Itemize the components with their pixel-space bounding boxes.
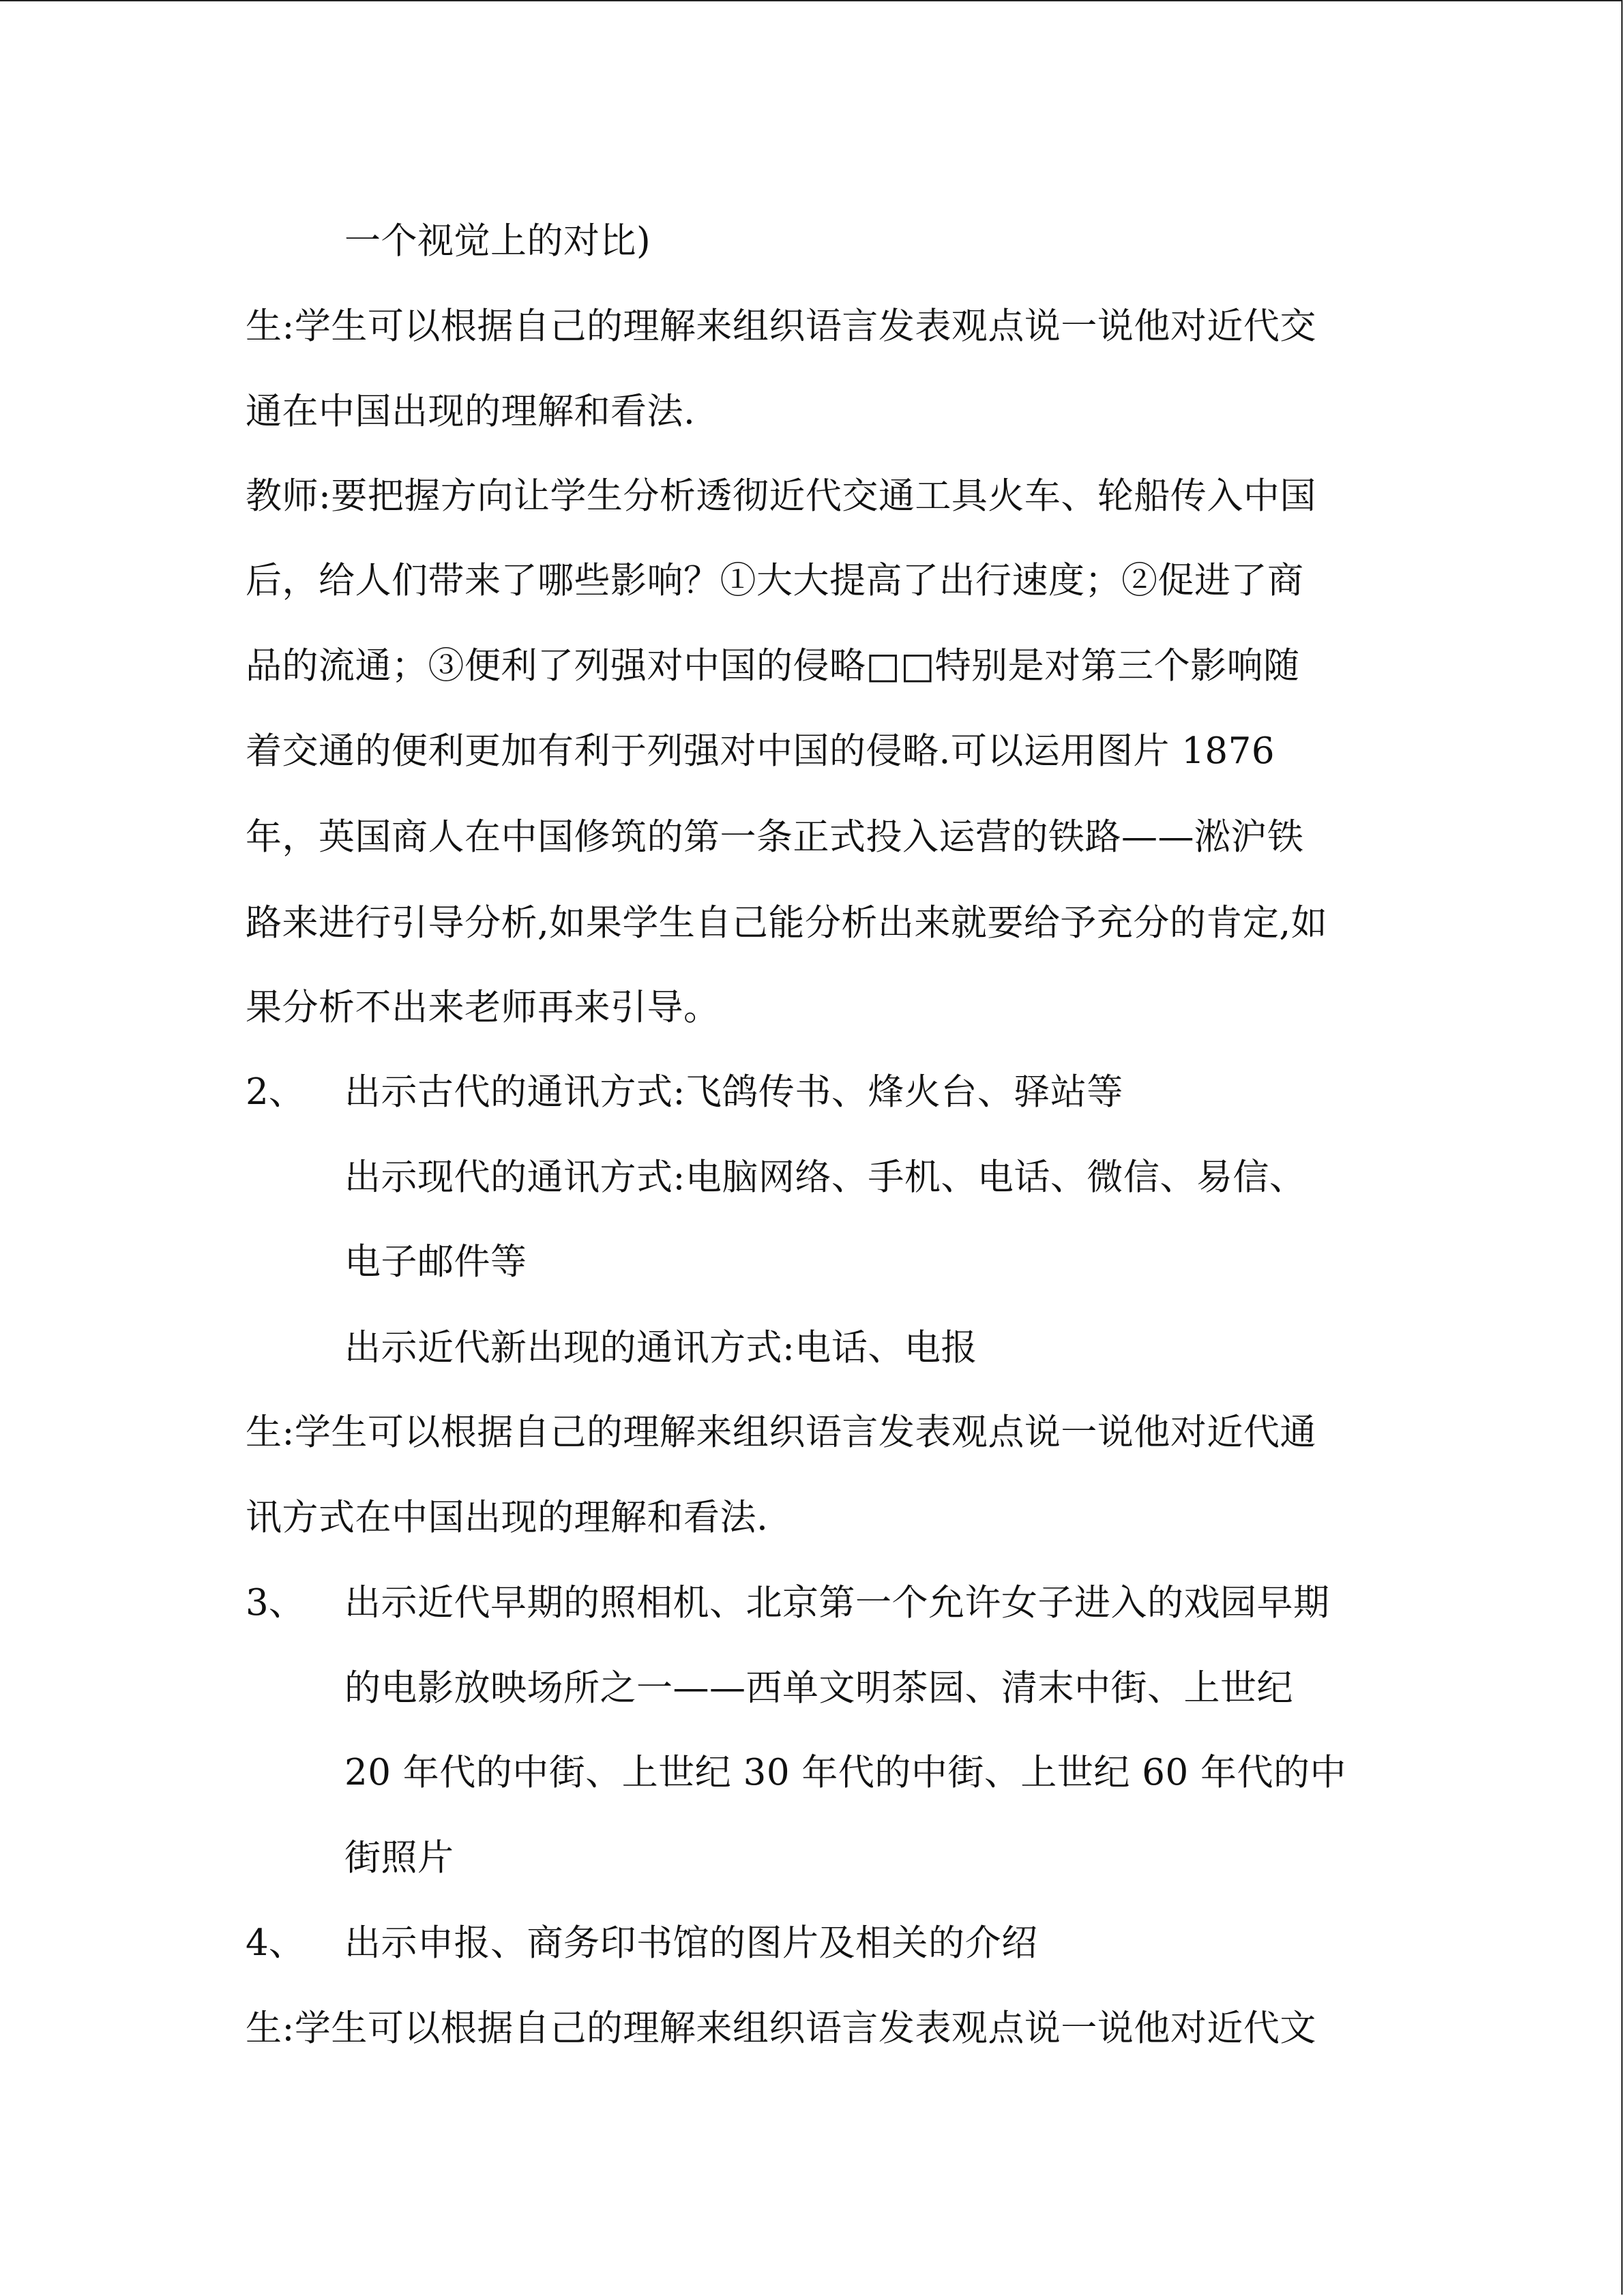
paragraph-line: 一个视觉上的对比)	[344, 220, 651, 262]
list-item-line: 出示现代的通讯方式:电脑网络、手机、电话、微信、易信、	[344, 1157, 1306, 1198]
list-item-line: 街照片	[344, 1837, 454, 1879]
list-number: 4、	[246, 1922, 305, 1964]
student-response-line: 生:学生可以根据自己的理解来组织语言发表观点说一说他对近代文	[246, 2008, 1316, 2049]
teacher-guidance-line: 着交通的便利更加有利于列强对中国的侵略.可以运用图片 1876	[246, 730, 1275, 772]
student-response-line: 生:学生可以根据自己的理解来组织语言发表观点说一说他对近代交	[246, 305, 1316, 347]
student-response-line: 讯方式在中国出现的理解和看法.	[246, 1497, 769, 1538]
list-item-line: 出示近代新出现的通讯方式:电话、电报	[344, 1327, 977, 1369]
teacher-guidance-line: 路来进行引导分析,如果学生自己能分析出来就要给予充分的肯定,如	[246, 902, 1328, 944]
teacher-guidance-line: 品的流通；③便利了列强对中国的侵略□□特别是对第三个影响随	[246, 645, 1300, 687]
list-item-line: 20 年代的中街、上世纪 30 年代的中街、上世纪 60 年代的中	[344, 1752, 1347, 1793]
teacher-guidance-line: 年，英国商人在中国修筑的第一条正式投入运营的铁路——淞沪铁	[246, 816, 1304, 858]
list-item-line: 出示近代早期的照相机、北京第一个允许女子进入的戏园早期	[344, 1582, 1330, 1624]
student-response-line: 通在中国出现的理解和看法.	[246, 391, 696, 432]
list-number: 2、	[246, 1071, 305, 1113]
list-item-line: 出示古代的通讯方式:飞鸽传书、烽火台、驿站等	[344, 1071, 1123, 1113]
list-item-line: 的电影放映场所之一——西单文明茶园、清末中街、上世纪	[344, 1667, 1293, 1709]
list-item-line: 电子邮件等	[344, 1241, 527, 1283]
list-number: 3、	[246, 1582, 305, 1624]
teacher-guidance-line: 教师:要把握方向让学生分析透彻近代交通工具火车、轮船传入中国	[246, 475, 1316, 517]
teacher-guidance-line: 后，给人们带来了哪些影响？①大大提高了出行速度；②促进了商	[246, 560, 1304, 601]
teacher-guidance-line: 果分析不出来老师再来引导。	[246, 987, 720, 1028]
student-response-line: 生:学生可以根据自己的理解来组织语言发表观点说一说他对近代通	[246, 1412, 1316, 1453]
list-item-line: 出示申报、商务印书馆的图片及相关的介绍	[344, 1922, 1038, 1964]
